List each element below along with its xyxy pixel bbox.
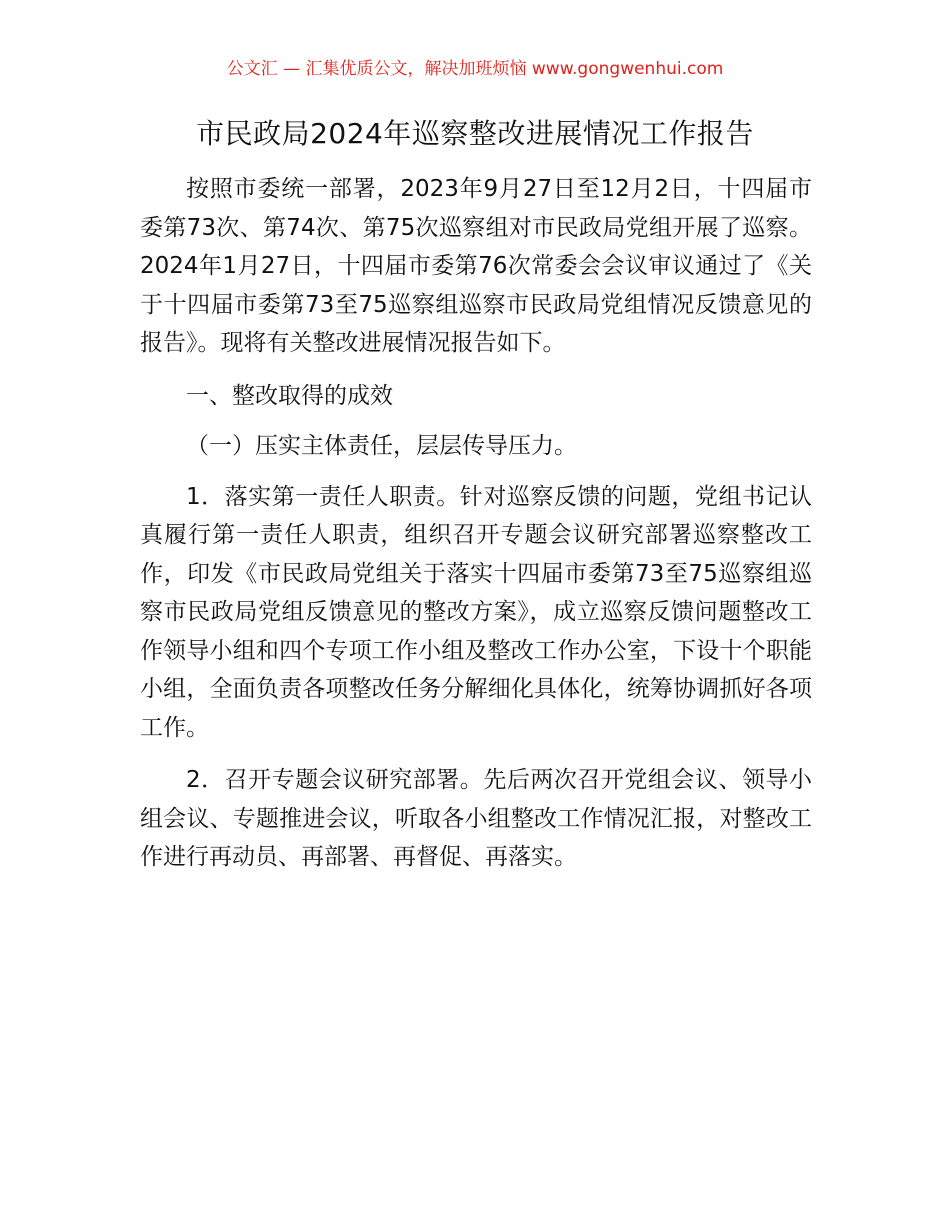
body-paragraph-item-2: 2．召开专题会议研究部署。先后两次召开党组会议、领导小组会议、专题推进会议，听取各小组整改工作情况汇报，对整改工作进行再动员、再部署、再督促、再落实。: [140, 767, 812, 870]
subsection-heading-1: （一）压实主体责任，层层传导压力。: [186, 433, 577, 459]
body-paragraph-item-1: 1．落实第一责任人职责。针对巡察反馈的问题，党组书记认真履行第一责任人职责，组织召开专题会议研究部署巡察整改工作，印发《市民政局党组关于落实十四届市委第73至75巡察组巡察市民政局党组反馈意见的整改方案》，成立巡察反馈问题整改工作领导小组和四个专项工作小组及整改工作办公室，下设十个职能小组，全面负责各项整改任务分解细化具体化，统筹协调抓好各项工作。: [140, 483, 812, 741]
site-banner: 公文汇 — 汇集优质公文，解决加班烦恼 www.gongwenhui.com: [226, 59, 724, 79]
document-title: 市民政局2024年巡察整改进展情况工作报告: [196, 117, 754, 150]
intro-paragraph: 按照市委统一部署，2023年9月27日至12月2日，十四届市委第73次、第74次、第75次巡察组对市民政局党组开展了巡察。2024年1月27日，十四届市委第76次常委会会议审议通过了《关于十四届市委第73至75巡察组巡察市民政局党组情况反馈意见的报告》。现将有关整改进展情况报告如下。: [140, 176, 812, 356]
document-body: [140, 170, 812, 877]
section-heading-1: 一、整改取得的成效: [186, 382, 393, 409]
